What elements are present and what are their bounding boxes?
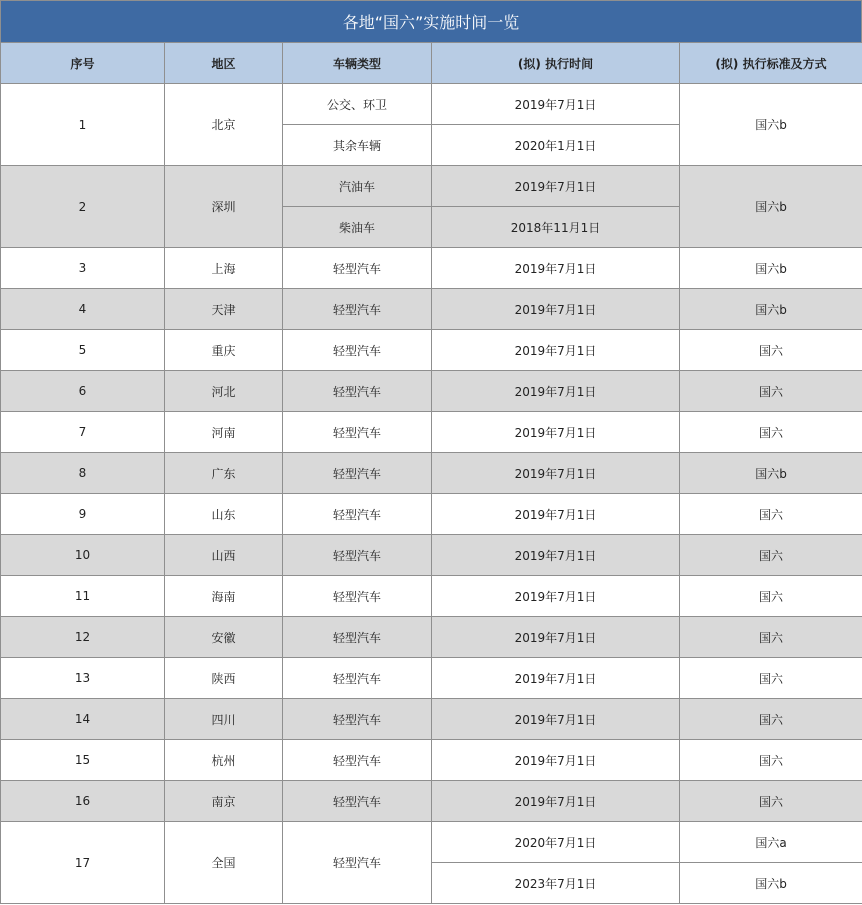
row-vehicle: 轻型汽车: [283, 371, 432, 412]
row-vehicle: 轻型汽车: [283, 617, 432, 658]
row-no: 14: [1, 699, 165, 740]
table-row: [1, 84, 862, 125]
row-date: 2023年7月1日: [432, 863, 680, 904]
row-vehicle: 轻型汽车: [283, 658, 432, 699]
row-date: 2019年7月1日: [432, 576, 680, 617]
row-standard: 国六: [680, 371, 862, 412]
row-vehicle: 轻型汽车: [283, 494, 432, 535]
row-no: 2: [1, 166, 165, 248]
table-row: [1, 658, 862, 699]
row-no: 12: [1, 617, 165, 658]
row-vehicle: 柴油车: [283, 207, 432, 248]
row-region: 河南: [165, 412, 283, 453]
row-region: 海南: [165, 576, 283, 617]
table-row: [1, 576, 862, 617]
row-no: 4: [1, 289, 165, 330]
header-standard: (拟) 执行标准及方式: [680, 43, 862, 84]
row-date: 2019年7月1日: [432, 412, 680, 453]
row-region: 广东: [165, 453, 283, 494]
row-no: 11: [1, 576, 165, 617]
row-standard: 国六a: [680, 822, 862, 863]
row-vehicle: 轻型汽车: [283, 330, 432, 371]
row-standard: 国六b: [680, 248, 862, 289]
header-no: 序号: [1, 43, 165, 84]
table-row: [1, 289, 862, 330]
row-standard: 国六b: [680, 863, 862, 904]
row-standard: 国六: [680, 617, 862, 658]
row-vehicle: 轻型汽车: [283, 453, 432, 494]
row-date: 2019年7月1日: [432, 289, 680, 330]
row-region: 天津: [165, 289, 283, 330]
row-standard: 国六b: [680, 289, 862, 330]
row-no: 16: [1, 781, 165, 822]
row-date: 2019年7月1日: [432, 781, 680, 822]
row-date: 2019年7月1日: [432, 453, 680, 494]
header-region: 地区: [165, 43, 283, 84]
row-date: 2019年7月1日: [432, 166, 680, 207]
row-region: 河北: [165, 371, 283, 412]
row-standard: 国六: [680, 658, 862, 699]
row-date: 2019年7月1日: [432, 658, 680, 699]
row-no: 17: [1, 822, 165, 904]
row-region: 山西: [165, 535, 283, 576]
row-region: 重庆: [165, 330, 283, 371]
table-row: [1, 453, 862, 494]
row-no: 10: [1, 535, 165, 576]
row-date: 2019年7月1日: [432, 740, 680, 781]
row-no: 6: [1, 371, 165, 412]
row-date: 2018年11月1日: [432, 207, 680, 248]
row-vehicle: 轻型汽车: [283, 248, 432, 289]
row-no: 3: [1, 248, 165, 289]
row-vehicle: 轻型汽车: [283, 289, 432, 330]
row-date: 2019年7月1日: [432, 494, 680, 535]
row-date: 2020年7月1日: [432, 822, 680, 863]
table-row: [1, 412, 862, 453]
row-standard: 国六b: [680, 166, 862, 248]
row-vehicle: 轻型汽车: [283, 781, 432, 822]
table-row: [1, 740, 862, 781]
row-date: 2019年7月1日: [432, 330, 680, 371]
row-standard: 国六: [680, 330, 862, 371]
row-date: 2020年1月1日: [432, 125, 680, 166]
table-row: [1, 494, 862, 535]
row-date: 2019年7月1日: [432, 535, 680, 576]
row-standard: 国六: [680, 699, 862, 740]
row-region: 南京: [165, 781, 283, 822]
row-date: 2019年7月1日: [432, 699, 680, 740]
table-row: [1, 371, 862, 412]
header-row: [1, 43, 862, 84]
row-standard: 国六: [680, 576, 862, 617]
row-no: 7: [1, 412, 165, 453]
row-vehicle: 轻型汽车: [283, 412, 432, 453]
row-no: 13: [1, 658, 165, 699]
row-date: 2019年7月1日: [432, 371, 680, 412]
row-region: 北京: [165, 84, 283, 166]
row-standard: 国六: [680, 781, 862, 822]
implementation-table: [0, 42, 862, 904]
row-no: 1: [1, 84, 165, 166]
row-vehicle: 汽油车: [283, 166, 432, 207]
table-row: [1, 617, 862, 658]
row-vehicle: 轻型汽车: [283, 740, 432, 781]
row-date: 2019年7月1日: [432, 617, 680, 658]
row-vehicle: 轻型汽车: [283, 699, 432, 740]
row-standard: 国六: [680, 494, 862, 535]
row-vehicle: 轻型汽车: [283, 822, 432, 904]
table-row: [1, 781, 862, 822]
row-region: 陕西: [165, 658, 283, 699]
table-row: [1, 699, 862, 740]
header-date: (拟) 执行时间: [432, 43, 680, 84]
table-row: [1, 330, 862, 371]
row-region: 杭州: [165, 740, 283, 781]
table-row: [1, 822, 862, 863]
table-title: 各地“国六”实施时间一览: [0, 0, 862, 42]
table-row: [1, 248, 862, 289]
row-no: 5: [1, 330, 165, 371]
row-region: 四川: [165, 699, 283, 740]
table-row: [1, 535, 862, 576]
row-region: 深圳: [165, 166, 283, 248]
row-no: 9: [1, 494, 165, 535]
row-vehicle: 轻型汽车: [283, 535, 432, 576]
header-vehicle: 车辆类型: [283, 43, 432, 84]
row-date: 2019年7月1日: [432, 84, 680, 125]
row-vehicle: 公交、环卫: [283, 84, 432, 125]
row-region: 上海: [165, 248, 283, 289]
row-region: 全国: [165, 822, 283, 904]
row-no: 15: [1, 740, 165, 781]
row-vehicle: 其余车辆: [283, 125, 432, 166]
row-region: 山东: [165, 494, 283, 535]
row-standard: 国六: [680, 535, 862, 576]
row-region: 安徽: [165, 617, 283, 658]
table-row: [1, 166, 862, 207]
row-standard: 国六b: [680, 453, 862, 494]
row-standard: 国六: [680, 740, 862, 781]
row-no: 8: [1, 453, 165, 494]
row-vehicle: 轻型汽车: [283, 576, 432, 617]
row-standard: 国六b: [680, 84, 862, 166]
row-standard: 国六: [680, 412, 862, 453]
row-date: 2019年7月1日: [432, 248, 680, 289]
